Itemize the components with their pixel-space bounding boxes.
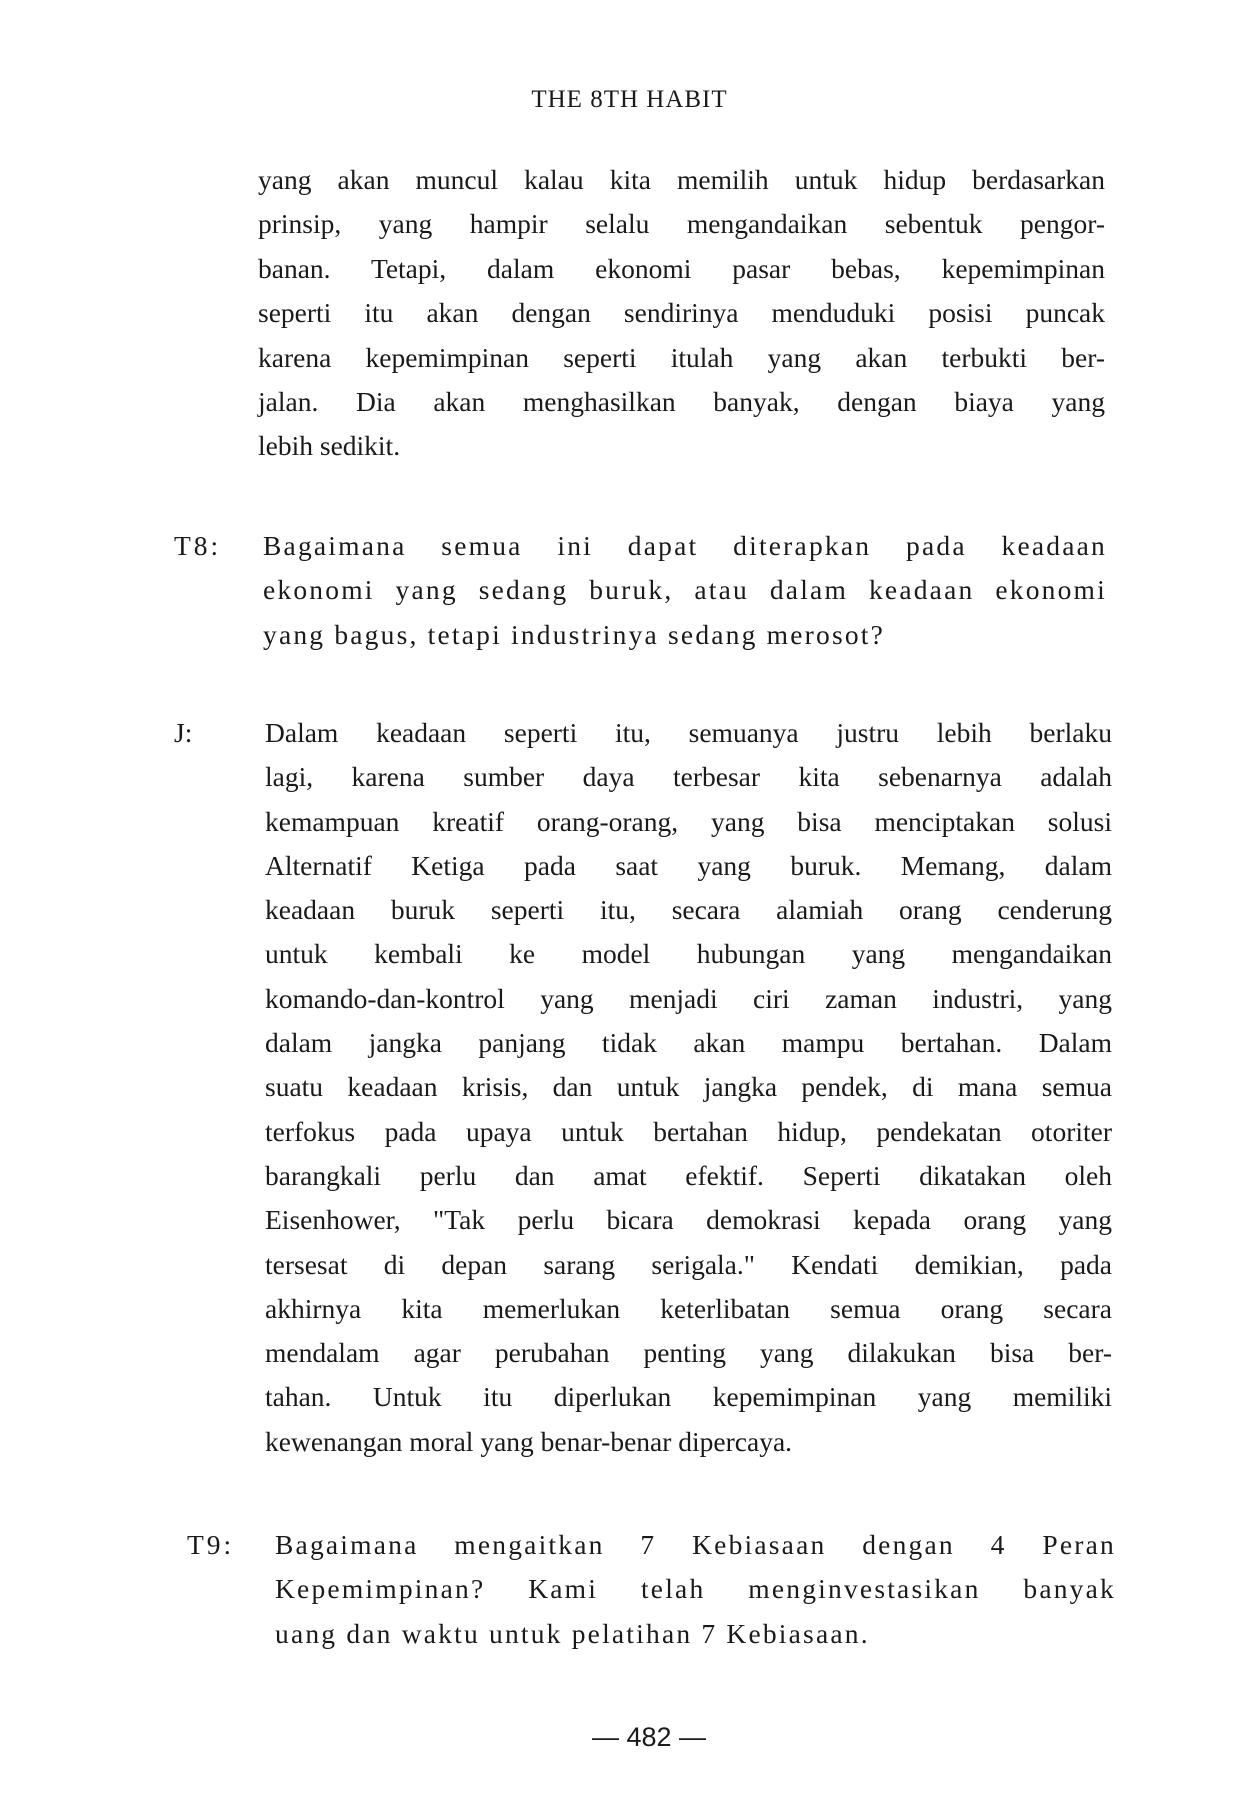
text-line: tahan. Untuk itu diperlukan kepemimpinan yang memiliki (265, 1381, 1112, 1413)
text-line: Dalam keadaan seperti itu, semuanya justru lebih berlaku (265, 717, 1112, 748)
question-t9-text (275, 1523, 1116, 1656)
text-line: lebih sedikit. (258, 430, 401, 462)
text-line: jalan. Dia akan menghasilkan banyak, dengan biaya yang (258, 385, 1105, 417)
answer-label-j: J: (174, 717, 193, 748)
text-line: tersesat di depan sarang serigala." Kendati demikian, pada (265, 1248, 1112, 1280)
text-line: komando-dan-kontrol yang menjadi ciri zaman industri, yang (265, 982, 1112, 1014)
text-line: keadaan buruk seperti itu, secara alamiah orang cenderung (265, 894, 1112, 926)
page-number: — 482 — (591, 1722, 707, 1752)
question-label-t9: T9: (187, 1529, 235, 1560)
text-line: Bagaimana mengaitkan 7 Kebiasaan dengan 4 Peran (275, 1529, 1116, 1560)
continued-answer-paragraph (258, 158, 1105, 469)
text-line: Eisenhower, "Tak perlu bicara demokrasi kepada orang yang (265, 1204, 1112, 1236)
text-line: Alternatif Ketiga pada saat yang buruk. Memang, dalam (265, 849, 1112, 881)
question-label-t8: T8: (174, 530, 222, 561)
text-line: mendalam agar perubahan penting yang dilakukan bisa ber- (265, 1337, 1112, 1369)
question-t8-text (263, 524, 1107, 657)
text-line: karena kepemimpinan seperti itulah yang akan terbukti ber- (258, 341, 1105, 373)
text-line: uang dan waktu untuk pelatihan 7 Kebiasaan. (275, 1617, 870, 1649)
text-line: terfokus pada upaya untuk bertahan hidup, pendekatan otoriter (265, 1115, 1112, 1147)
text-line: dalam jangka panjang tidak akan mampu bertahan. Dalam (265, 1027, 1112, 1059)
text-line: yang bagus, tetapi industrinya sedang merosot? (263, 618, 886, 650)
answer-j-text (265, 711, 1112, 1464)
text-line: Bagaimana semua ini dapat diterapkan pada keadaan (263, 530, 1107, 561)
text-line: Kepemimpinan? Kami telah menginvestasikan banyak (275, 1573, 1116, 1605)
text-line: kemampuan kreatif orang-orang, yang bisa menciptakan solusi (265, 805, 1112, 837)
text-line: lagi, karena sumber daya terbesar kita sebenarnya adalah (265, 761, 1112, 793)
text-line: untuk kembali ke model hubungan yang mengandaikan (265, 938, 1112, 970)
text-line: ekonomi yang sedang buruk, atau dalam keadaan ekonomi (263, 574, 1107, 606)
text-line: barangkali perlu dan amat efektif. Seperti dikatakan oleh (265, 1159, 1112, 1191)
text-line: yang akan muncul kalau kita memilih untuk hidup berdasarkan (258, 164, 1105, 195)
text-line: seperti itu akan dengan sendirinya menduduki posisi puncak (258, 297, 1105, 329)
text-line: akhirnya kita memerlukan keterlibatan semua orang secara (265, 1292, 1112, 1324)
text-line: banan. Tetapi, dalam ekonomi pasar bebas, kepemimpinan (258, 252, 1105, 284)
text-line: prinsip, yang hampir selalu mengandaikan sebentuk pengor- (258, 208, 1105, 240)
running-header: THE 8TH HABIT (531, 86, 728, 113)
text-line: suatu keadaan krisis, dan untuk jangka pendek, di mana semua (265, 1071, 1112, 1103)
text-line: kewenangan moral yang benar-benar dipercaya. (265, 1425, 793, 1457)
